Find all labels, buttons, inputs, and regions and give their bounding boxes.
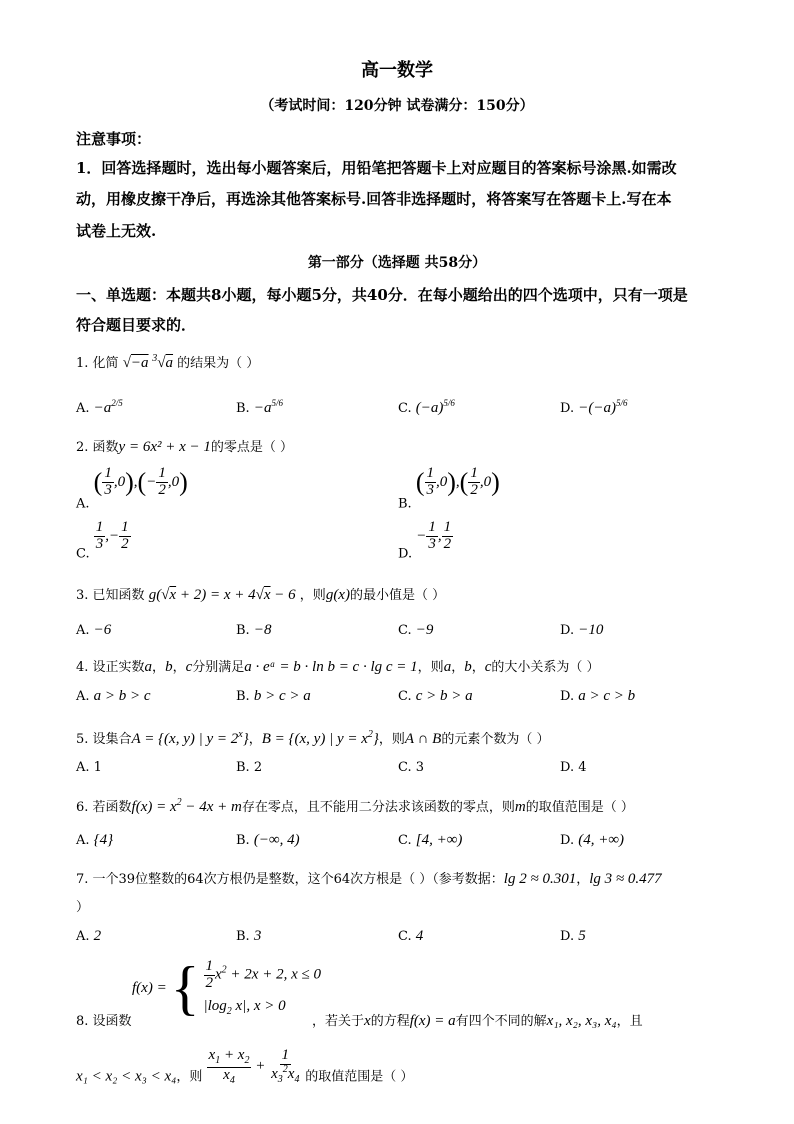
q4-option-d: D. a > c > b [560, 688, 636, 704]
q3-mid: ，则 [299, 588, 326, 603]
section-line-2: 符合题目要求的． [76, 316, 197, 334]
q4-option-c: C. c > b > a [398, 688, 473, 704]
q2-function: y = 6x² + x − 1 [118, 439, 211, 455]
q7-option-a: A. 2 [76, 928, 102, 944]
q6-option-a: A. {4} [76, 832, 114, 848]
q2-option-a: A. ( $\frac{1}{3}$ ,0),(− $\frac{1}{2}$ ,0) [76, 465, 188, 512]
q8-target-expression: $\frac{x_1 + x_2}{x_4}$ + $\frac{1}{x_3^2x_4}$ [208, 1047, 300, 1086]
question-3 [76, 584, 445, 604]
q8-equation: f(x) = a [409, 1013, 456, 1029]
q5-option-d: D. 4 [560, 760, 587, 775]
q7-close-paren: ） [76, 900, 90, 915]
q5-set-b: B = {(x, y) | $y = x^2$} [261, 729, 379, 747]
question-7: 7. 一个39位整数的64次方根仍是整数，这个64次方根是（ ）（参考数据：lg 2 ≈ 0.301，lg 3 ≈ 0.477 [76, 871, 662, 887]
q3-prefix: 3. 已知函数 [76, 588, 145, 603]
q2-suffix: 的零点是（ ） [210, 440, 294, 455]
q7-option-d: D. 5 [560, 928, 586, 944]
q1-option-c: C. $(-a)^{5/6}$ [398, 398, 455, 416]
page-title: 高一数学 [361, 60, 433, 81]
q7-option-c: C. 4 [398, 928, 424, 944]
question-4: 4. 设正实数a，b，c分别满足a · eᵃ = b · ln b = c · lg c = 1，则a，b，c的大小关系为（ ） [76, 659, 600, 675]
q3-option-b: B. −8 [236, 622, 272, 638]
q8-prefix: 8. 设函数 [76, 1014, 132, 1029]
q3-suffix: 的最小值是（ ） [349, 588, 446, 603]
q1-option-d: D. $-(-a)^{5/6}$ [560, 398, 628, 416]
question-1 [76, 352, 259, 372]
q5-option-b: B. 2 [236, 760, 263, 775]
q1-option-b: B. $-a^{5/6}$ [236, 398, 283, 416]
q2-option-b: B. ( $\frac{1}{3}$ ,0),( $\frac{1}{2}$ ,0) [398, 465, 500, 512]
q5-option-a: A. 1 [76, 760, 102, 775]
q3-function-definition: g(√x + 2) = x + 4√x − 6 [148, 587, 296, 603]
q8-solutions: x₁, x₂, x₃, x₄ [546, 1013, 617, 1029]
notice-line-1: 1．回答选择题时，选出每小题答案后，用铅笔把答题卡上对应题目的答案标号涂黑.如需改 [76, 159, 677, 177]
q7-option-b: B. 3 [236, 928, 262, 944]
q4-condition: a · eᵃ = b · ln b = c · lg c = 1 [244, 659, 418, 675]
q3-option-d: D. −10 [560, 622, 604, 638]
q8-order: x₁ < x₂ < x₃ < x₄ [76, 1068, 177, 1085]
exam-info: （考试时间：120分钟 试卷满分：150分） [260, 98, 534, 114]
q6-option-c: C. [4, +∞) [398, 832, 463, 848]
section-line-1: 一、单选题：本题共8小题，每小题5分，共40分．在每小题给出的四个选项中，只有一项是 [76, 286, 688, 304]
q1-option-a: A. $-a^{2/5}$ [76, 398, 123, 416]
q5-set-a: A = {(x, y) | $y = 2^x$} [131, 729, 249, 747]
q6-option-d: D. (4, +∞) [560, 832, 625, 848]
q8-line-2: x₁ < x₂ < x₃ < x₄，则 $\frac{x_1 + x_2}{x_4}$ + $\frac{1}{x_3^2x_4}$ 的取值范围是（ ） [76, 1047, 414, 1086]
part-heading: 第一部分（选择题 共58分） [307, 255, 487, 271]
q6-function: $f(x) = x^2 - 4x + m$ [131, 797, 242, 815]
q1-suffix: 的结果为（ ） [177, 356, 260, 371]
q7-lg3: lg 3 ≈ 0.477 [589, 871, 662, 887]
q3-gx: g(x) [325, 587, 350, 603]
question-8: ，若关于x的方程f(x) = a有四个不同的解x₁, x₂, x₃, x₄，且 [312, 1013, 643, 1029]
q1-prefix: 1. 化简 [76, 356, 119, 371]
q2-prefix: 2. 函数 [76, 440, 119, 455]
q3-option-c: C. −9 [398, 622, 434, 638]
q7-lg2: lg 2 ≈ 0.301 [503, 871, 577, 887]
question-6: 6. 若函数$f(x) = x^2 - 4x + m$存在零点，且不能用二分法求该函数的零点，则m的取值范围是（ ） [76, 797, 634, 815]
question-2 [76, 436, 293, 456]
q2-option-c: C. $\frac{1}{3}$ ,− $\frac{1}{2}$ [76, 519, 129, 562]
q4-option-a: A. a > b > c [76, 688, 151, 704]
q4-option-b: B. b > c > a [236, 688, 311, 704]
q6-option-b: B. (−∞, 4) [236, 832, 300, 848]
question-5: 5. 设集合A = {(x, y) | $y = 2^x$}，B = {(x, y) | $y = x^2$}，则A ∩ B的元素个数为（ ） [76, 729, 550, 747]
q5-option-c: C. 3 [398, 760, 425, 775]
q5-intersection: A ∩ B [404, 731, 442, 747]
notice-line-3: 试卷上无效. [76, 222, 157, 240]
q3-option-a: A. −6 [76, 622, 112, 638]
q8-piecewise-function: f(x) = { $\frac{1}{2}$ $x^2 + 2x + 2$, x ≤ 0 $|\log_2$ x|, x > 0 [132, 955, 321, 1021]
notice-line-2: 动，用橡皮擦干净后，再选涂其他答案标号.回答非选择题时，将答案写在答题卡上.写在本 [76, 190, 672, 208]
notice-heading: 注意事项： [76, 130, 152, 148]
q2-option-d: D. − $\frac{1}{3}$ , $\frac{1}{2}$ [398, 519, 452, 562]
q1-radical-expression: √−a $^3$√a [122, 353, 174, 371]
